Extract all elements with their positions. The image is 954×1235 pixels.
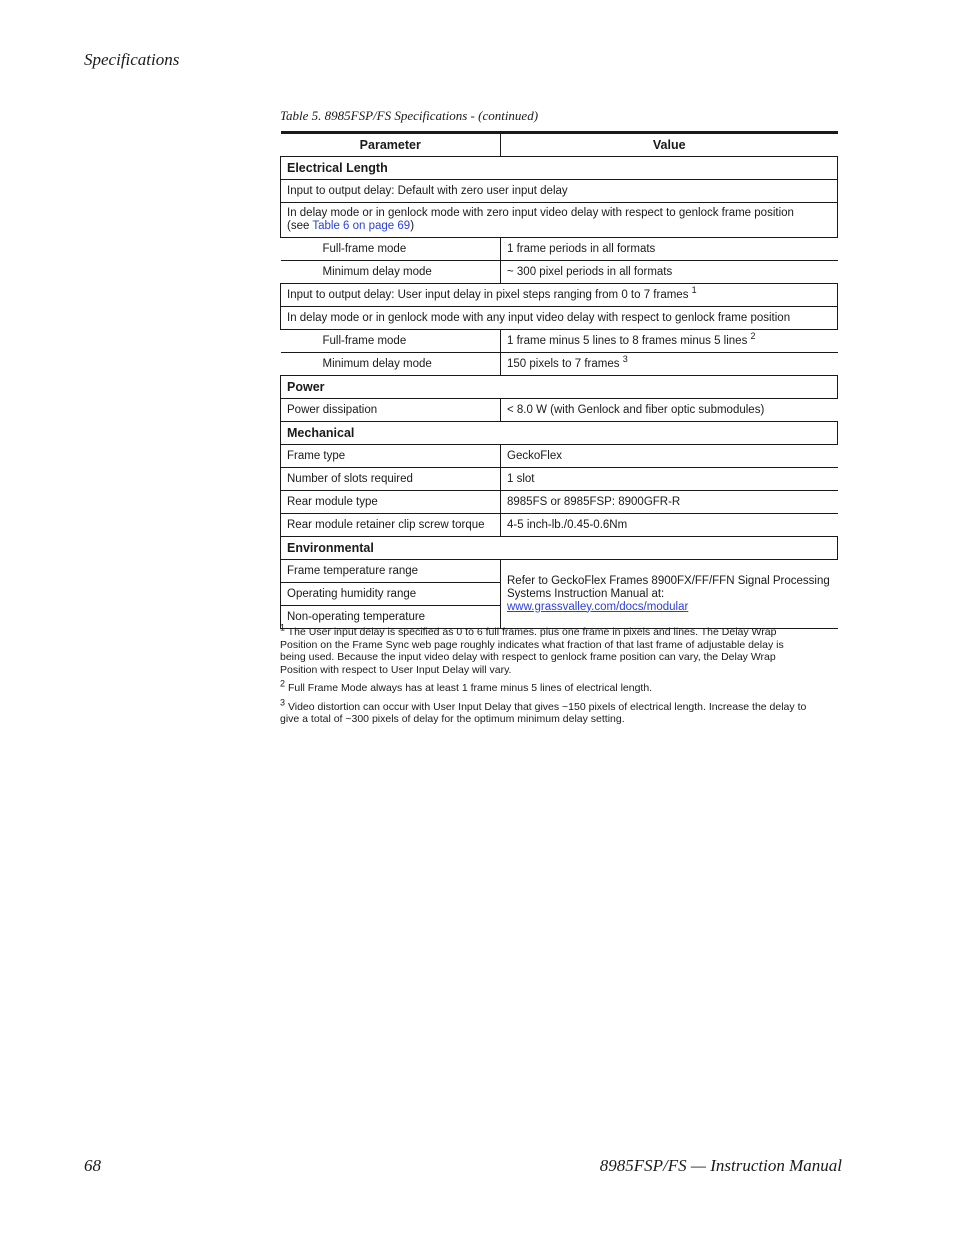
environmental-label: Non-operating temperature <box>281 606 501 629</box>
environmental-label: Operating humidity range <box>281 583 501 606</box>
table-row <box>281 238 838 261</box>
grassvalley-docs-link[interactable]: www.grassvalley.com/docs/modular <box>507 600 689 613</box>
mechanical-label: Number of slots required <box>281 468 501 491</box>
header-value: Value <box>501 133 838 157</box>
table-row <box>281 180 838 203</box>
section-row-mechanical <box>281 422 838 445</box>
genlock-zero-post: ) <box>410 220 415 232</box>
table-6-link[interactable]: Table 6 on page 69 <box>312 220 411 232</box>
footnote-text: The User input delay is specified as 0 to 6 full frames. plus one frame in pixels and lines. The Delay Wrap Position on the Frame Sync web page roughly indicates what fraction of that last frame of adjustable delay is being used. Because the input video delay with respect to genlock frame position can vary, the Delay Wrap Position with respect to User Input Delay will vary. <box>280 626 784 676</box>
footnote-number: 2 <box>280 678 286 689</box>
mechanical-value: GeckoFlex <box>501 445 838 468</box>
any-full-frame-label: Full-frame mode <box>281 330 501 353</box>
any-full-frame-cell <box>501 330 838 353</box>
running-head: Specifications <box>84 50 180 69</box>
mechanical-value: 8985FS or 8985FSP: 8900GFR-R <box>501 491 838 514</box>
zero-min-delay-value: ~ 300 pixel periods in all formats <box>501 261 838 284</box>
environmental-value <box>501 560 838 629</box>
user-delay-text <box>281 284 838 307</box>
user-delay-label: Input to output delay: User input delay in pixel steps ranging from 0 to 7 frames <box>287 288 689 301</box>
footnote-ref-1: 1 <box>691 284 697 295</box>
mechanical-value: 1 slot <box>501 468 838 491</box>
genlock-any-delay-text: In delay mode or in genlock mode with any input video delay with respect to genlock frame position <box>281 307 838 330</box>
mechanical-label: Rear module retainer clip screw torque <box>281 514 501 537</box>
specifications-table <box>280 131 838 629</box>
footnote-1 <box>280 622 810 676</box>
footnote-text: Full Frame Mode always has at least 1 frame minus 5 lines of electrical length. <box>287 682 653 694</box>
table-row <box>281 468 838 491</box>
mechanical-value: 4-5 inch-lb./0.45-0.6Nm <box>501 514 838 537</box>
section-title-power: Power <box>281 376 838 399</box>
any-full-frame-value: 1 frame minus 5 lines to 8 frames minus 5 lines <box>507 334 748 347</box>
footnote-3 <box>280 697 810 726</box>
table-row <box>281 399 838 422</box>
genlock-zero-delay-text <box>281 203 838 238</box>
manual-title: 8985FSP/FS — Instruction Manual <box>599 1156 842 1175</box>
footnote-ref-2: 2 <box>750 330 756 341</box>
section-row-electrical <box>281 157 838 180</box>
section-title-mechanical: Mechanical <box>281 422 838 445</box>
table-header-row <box>281 133 838 157</box>
zero-min-delay-label: Minimum delay mode <box>281 261 501 284</box>
table-row <box>281 353 838 376</box>
table-row <box>281 445 838 468</box>
zero-full-frame-value: 1 frame periods in all formats <box>501 238 838 261</box>
power-dissipation-value: < 8.0 W (with Genlock and fiber optic submodules) <box>501 399 838 422</box>
footnote-number: 3 <box>280 697 286 707</box>
environmental-value-text: Refer to GeckoFlex Frames 8900FX/FF/FFN Signal Processing Systems Instruction Manual at: <box>507 574 830 600</box>
table-row <box>281 491 838 514</box>
mechanical-label: Frame type <box>281 445 501 468</box>
any-min-delay-value: 150 pixels to 7 frames <box>507 357 620 370</box>
table-row <box>281 560 838 583</box>
zero-full-frame-label: Full-frame mode <box>281 238 501 261</box>
footnotes <box>280 622 810 732</box>
genlock-zero-line1: In delay mode or in genlock mode with zero input video delay with respect to genlock frame position <box>287 207 794 219</box>
power-dissipation-label: Power dissipation <box>281 399 501 422</box>
footnote-2 <box>280 678 810 695</box>
any-min-delay-cell <box>501 353 838 376</box>
table-row <box>281 307 838 330</box>
environmental-label: Frame temperature range <box>281 560 501 583</box>
section-title-electrical: Electrical Length <box>281 157 838 180</box>
default-delay-text: Input to output delay: Default with zero user input delay <box>281 180 838 203</box>
genlock-zero-pre: (see <box>287 220 313 232</box>
header-parameter: Parameter <box>281 133 501 157</box>
table-caption: Table 5. 8985FSP/FS Specifications - (continued) <box>280 108 539 123</box>
mechanical-label: Rear module type <box>281 491 501 514</box>
footnote-number: 1 <box>280 622 286 633</box>
any-min-delay-label: Minimum delay mode <box>281 353 501 376</box>
footnote-text: Video distortion can occur with User Input Delay that gives ~150 pixels of electrical length. Increase the delay to give a total of ~300 pixels of delay for the optimum minimum delay setting. <box>280 700 807 725</box>
section-row-power <box>281 376 838 399</box>
table-row <box>281 284 838 307</box>
table-row <box>281 514 838 537</box>
table-row <box>281 203 838 238</box>
table-row <box>281 261 838 284</box>
page-number: 68 <box>84 1156 101 1175</box>
table-row <box>281 330 838 353</box>
footnote-ref-3: 3 <box>622 353 628 364</box>
section-title-environmental: Environmental <box>281 537 838 560</box>
section-row-environmental <box>281 537 838 560</box>
